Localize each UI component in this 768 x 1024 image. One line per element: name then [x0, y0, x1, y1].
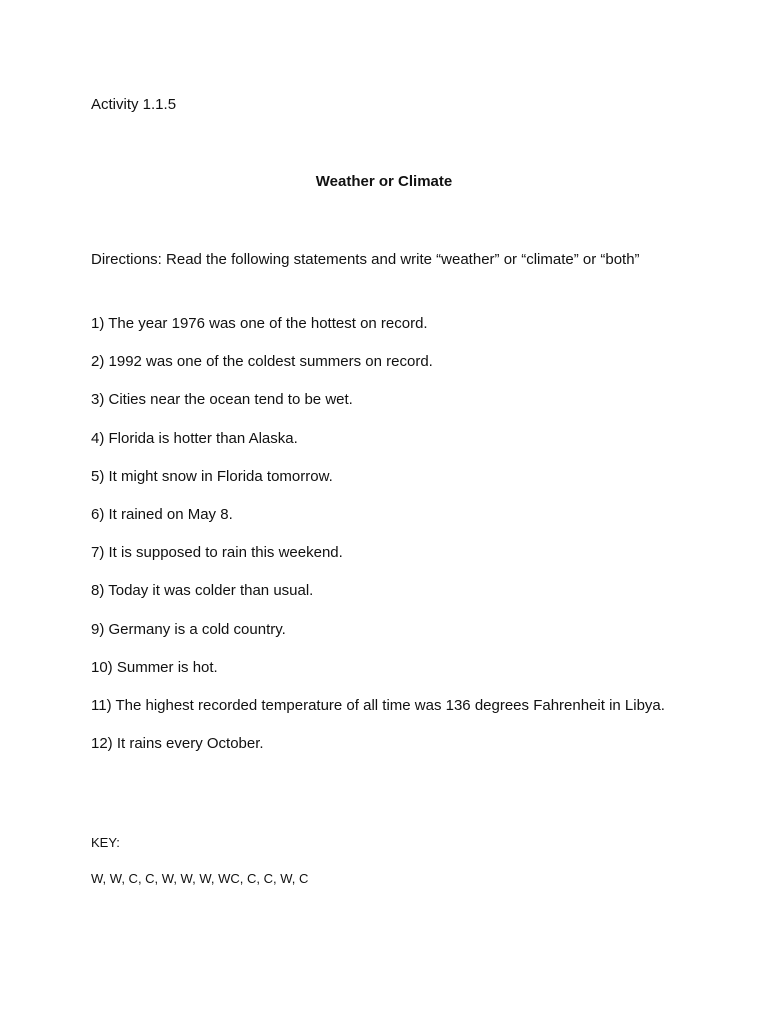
- statement-3: 3) Cities near the ocean tend to be wet.: [91, 391, 353, 409]
- directions-text: Directions: Read the following statements and write “weather” or “climate” or “both”: [91, 251, 640, 268]
- statement-list: [91, 311, 681, 769]
- statement-8: 8) Today it was colder than usual.: [91, 582, 314, 600]
- statement-10: 10) Summer is hot.: [91, 658, 218, 676]
- statement-7: 7) It is supposed to rain this weekend.: [91, 544, 343, 562]
- statement-2: 2) 1992 was one of the coldest summers on record.: [91, 353, 433, 371]
- statement-6: 6) It rained on May 8.: [91, 505, 233, 523]
- statement-11: 11) The highest recorded temperature of all time was 136 degrees Fahrenheit in Libya.: [91, 696, 665, 714]
- statement-1: 1) The year 1976 was one of the hottest on record.: [91, 315, 428, 332]
- key-values: W, W, C, C, W, W, W, WC, C, C, W, C: [91, 871, 309, 886]
- statement-4: 4) Florida is hotter than Alaska.: [91, 429, 298, 447]
- statement-5: 5) It might snow in Florida tomorrow.: [91, 467, 333, 485]
- page-title: Weather or Climate: [315, 173, 453, 190]
- statement-9: 9) Germany is a cold country.: [91, 620, 286, 638]
- statement-12: 12) It rains every October.: [91, 735, 264, 753]
- activity-label: Activity 1.1.5: [91, 96, 177, 113]
- key-label: KEY:: [91, 835, 120, 850]
